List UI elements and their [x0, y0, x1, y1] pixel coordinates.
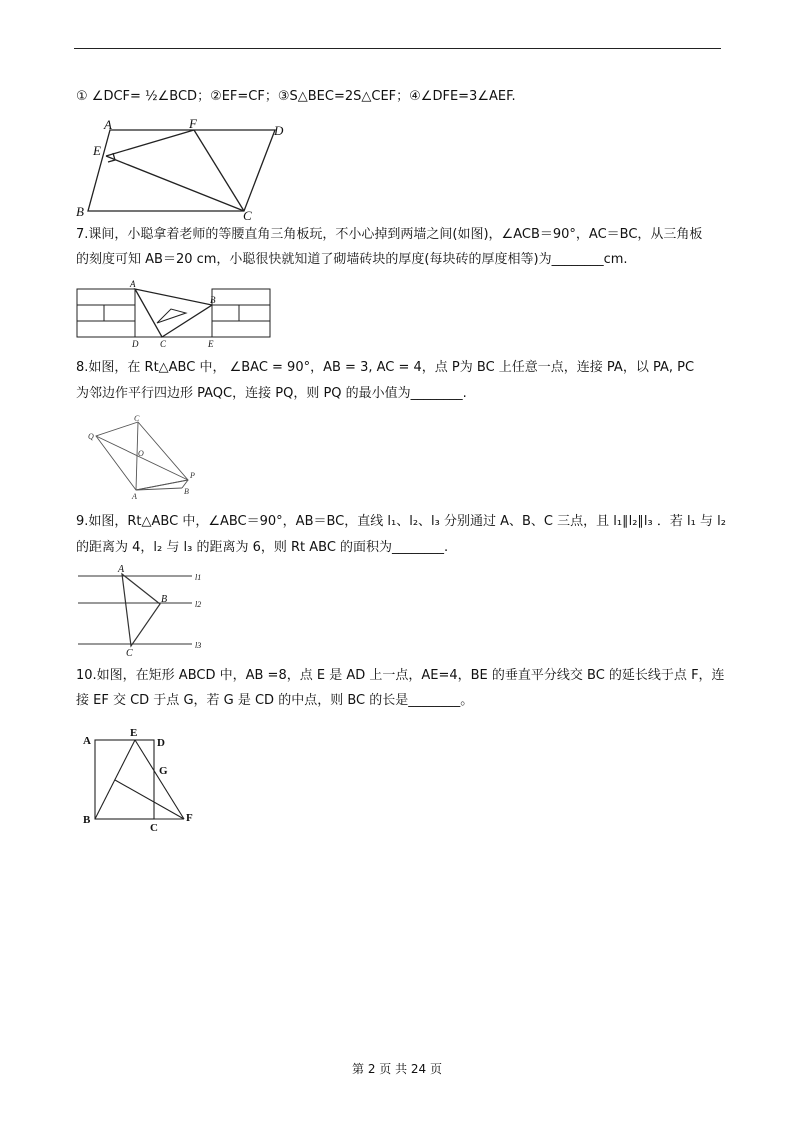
- label-d: D: [157, 737, 165, 749]
- label-b: B: [76, 204, 84, 219]
- parallelogram-abcd: [88, 130, 275, 211]
- figure-q10-rectangle: [80, 724, 210, 834]
- header-rule: [74, 48, 721, 49]
- triangle-abc: [135, 289, 212, 337]
- q10-line2: 接 EF 交 CD 于点 G，若 G 是 CD 的中点，则 BC 的长是________。: [76, 693, 474, 708]
- figure-q8-parallelogram: [84, 412, 204, 502]
- q7-line2: 的刻度可知 AB＝20 cm，小聪很快就知道了砌墙砖块的厚度(每块砖的厚度相等)为________cm.: [76, 252, 628, 267]
- rectangle-abcd: [95, 740, 154, 819]
- label-b: B: [184, 487, 189, 496]
- label-d: D: [132, 339, 139, 349]
- label-l2: l2: [195, 600, 202, 609]
- segment-fc: [194, 130, 244, 211]
- perpendicular-bisector: [115, 780, 184, 819]
- segment-ec: [106, 156, 244, 211]
- label-c: C: [160, 339, 167, 349]
- label-b: B: [210, 295, 216, 305]
- q7-line1: 7.课间，小聪拿着老师的等腰直角三角板玩，不小心掉到两墙之间(如图)，∠ACB＝90°，AC＝BC，从三角板: [76, 227, 703, 242]
- label-f: F: [186, 812, 193, 824]
- label-a: A: [83, 735, 91, 747]
- q8-line2: 为邻边作平行四边形 PAQC，连接 PQ，则 PQ 的最小值为________.: [76, 386, 467, 401]
- segment-ef: [106, 130, 194, 156]
- label-c: C: [243, 208, 252, 220]
- label-g: G: [159, 765, 168, 777]
- q10-line1: 10.如图，在矩形 ABCD 中，AB =8，点 E 是 AD 上一点，AE=4，BE 的垂直平分线交 BC 的延长线于点 F，连: [76, 668, 725, 683]
- label-b: B: [161, 594, 168, 605]
- triangle-abc: [122, 574, 160, 646]
- figure-q9-parallel-lines: [74, 562, 214, 658]
- q6-options: ① ∠DCF= ½∠BCD；②EF=CF；③S△BEC=2S△CEF；④∠DFE=3∠AEF.: [76, 89, 516, 104]
- diagonal-qp: [96, 436, 188, 480]
- label-d: D: [274, 123, 284, 138]
- q8-line1: 8.如图，在 Rt△ABC 中， ∠BAC = 90°，AB = 3, AC = 4，点 P为 BC 上任意一点，连接 PA，以 PA, PC: [76, 360, 695, 375]
- label-b: B: [83, 814, 91, 826]
- label-f: F: [189, 118, 197, 131]
- label-o: O: [138, 449, 144, 458]
- label-a: A: [118, 564, 125, 575]
- segment-be: [95, 740, 135, 819]
- right-wall: [212, 289, 270, 337]
- label-l3: l3: [195, 641, 202, 650]
- left-wall: [77, 289, 135, 337]
- label-p: P: [190, 471, 195, 480]
- label-e: E: [208, 339, 214, 349]
- label-a: A: [132, 492, 137, 501]
- label-a: A: [104, 118, 112, 132]
- segment-ef: [135, 740, 184, 819]
- label-q: Q: [88, 432, 94, 441]
- label-c: C: [150, 822, 158, 834]
- label-l1: l1: [195, 573, 202, 582]
- triangle-cutout: [157, 309, 186, 323]
- q9-line1: 9.如图，Rt△ABC 中，∠ABC＝90°，AB＝BC，直线 l₁、l₂、l₃ 分别通过 A、B、C 三点，且 l₁∥l₂∥l₃ ．若 l₁ 与 l₂: [76, 514, 726, 529]
- label-c: C: [134, 414, 140, 423]
- figure-q7-walls: [74, 279, 274, 349]
- label-c: C: [126, 648, 133, 658]
- figure-q6-parallelogram: [70, 118, 290, 220]
- label-e: E: [130, 727, 138, 739]
- page-footer: 第 2 页 共 24 页: [352, 1062, 442, 1076]
- label-a: A: [130, 279, 136, 289]
- label-e: E: [93, 143, 101, 158]
- q9-line2: 的距离为 4，l₂ 与 l₃ 的距离为 6，则 Rt ABC 的面积为________.: [76, 540, 449, 555]
